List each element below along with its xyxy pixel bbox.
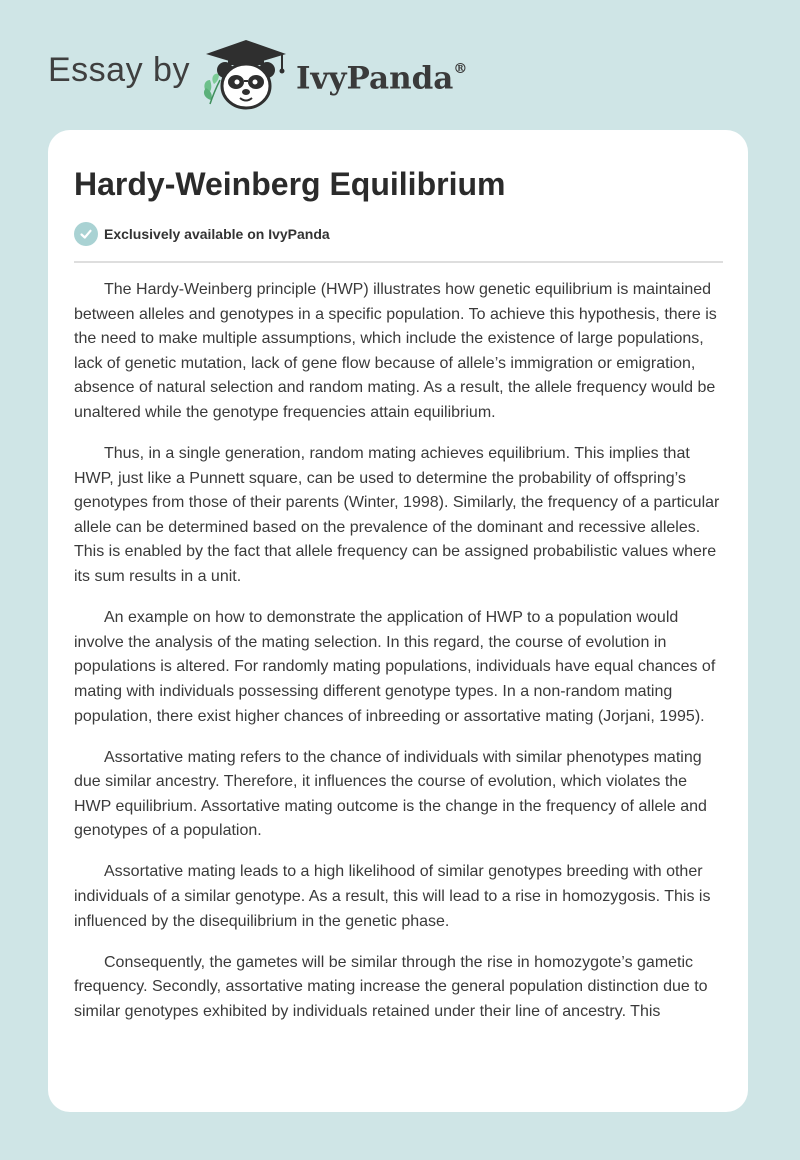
essay-card [48, 130, 748, 1112]
page-title: Hardy-Weinberg Equilibrium [74, 166, 506, 202]
title-divider [74, 261, 723, 263]
panda-logo-icon[interactable] [198, 36, 294, 112]
site-header [0, 0, 800, 125]
essay-by-label: Essay by [48, 51, 190, 89]
brand-name: IvyPanda [296, 60, 454, 97]
essay-body [74, 278, 726, 1041]
check-icon [74, 222, 98, 246]
ivypanda-brand[interactable] [296, 52, 467, 99]
exclusive-label: Exclusively available on IvyPanda [104, 226, 330, 242]
paragraph: The Hardy-Weinberg principle (HWP) illustrates how genetic equilibrium is maintained between alleles and genotypes in a specific population. To achieve this hypothesis, there is the need to make multiple assumptions, which include the existence of large populations, lack of genetic mutation, lack of gene flow because of allele’s immigration or emigration, absence of natural selection and random mating. As a result, the allele frequency would be unaltered while the genotype frequencies attain equilibrium. [74, 281, 717, 421]
registered-mark: ® [453, 61, 468, 77]
paragraph: Assortative mating refers to the chance of individuals with similar phenotypes mating due similar ancestry. Therefore, it influences the course of evolution, which violates the HWP equilibrium. Assortative mating outcome is the change in the frequency of allele and genotypes of a population. [74, 748, 707, 840]
exclusive-badge [74, 222, 330, 246]
paragraph: Thus, in a single generation, random mating achieves equilibrium. This implies that HWP, just like a Punnett square, can be used to determine the probability of offspring’s genotypes from those of their parents (Winter, 1998). Similarly, the frequency of a particular allele can be determined based on the prevalence of the dominant and recessive alleles. This is enabled by the fact that allele frequency can be assigned probabilistic values where its sum results in a unit. [74, 445, 720, 586]
paragraph: Consequently, the gametes will be similar through the rise in homozygote’s gametic frequency. Secondly, assortative mating increase the general population distinction due to similar genotypes exhibited by individuals retained under their line of ancestry. This [74, 953, 708, 1020]
paragraph: Assortative mating leads to a high likelihood of similar genotypes breeding with other individuals of a similar genotype. As a result, this will lead to a rise in homozygosis. This is influenced by the disequilibrium in the genetic phase. [74, 863, 711, 930]
paragraph: An example on how to demonstrate the application of HWP to a population would involve the analysis of the mating selection. In this regard, the course of evolution in populations is altered. For randomly mating populations, individuals have equal chances of mating with individuals possessing different genotype types. In a non-random mating population, there exist higher chances of inbreeding or assortative mating (Jorjani, 1995). [74, 609, 716, 725]
